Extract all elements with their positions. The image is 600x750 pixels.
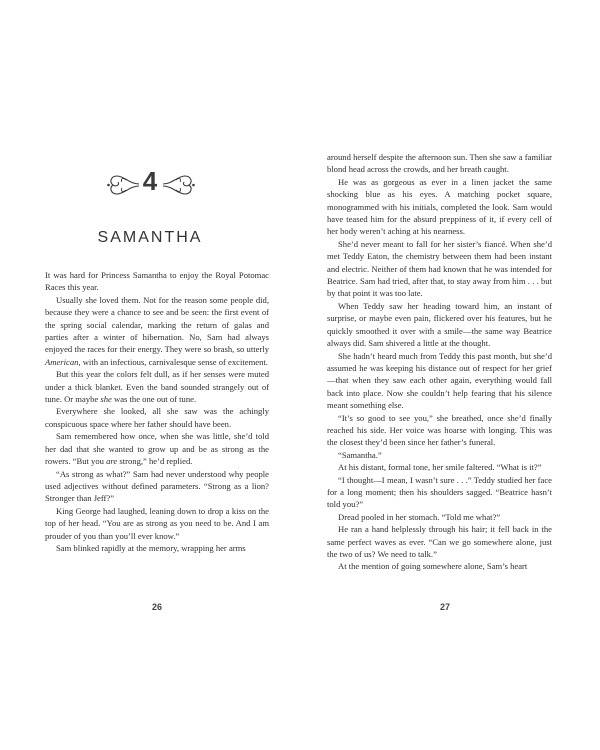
flourish-right-icon [162,170,196,200]
paragraph: “I thought—I mean, I wasn’t sure . . .” Teddy studied her face for a long moment; then his shoulders sagged. “Beatrice hasn’t told you?” [327,474,552,510]
paragraph: Sam remembered how once, when she was little, she’d told her dad that she wanted to grow up and be as strong as the rowers. “But you are strong,” he’d replied. [45,431,269,467]
paragraph: He was as gorgeous as ever in a linen jacket the same shocking blue as his eyes. A matching pocket square, monogrammed with his initials, completed the look. Sam would have teased him for the absurd preppiness of it, if every cell of her body weren’t aching at his nearness. [327,176,552,237]
chapter-number: 4 [142,166,158,196]
page-number: 27 [440,602,451,612]
paragraph: Sam blinked rapidly at the memory, wrapping her arms [56,542,246,553]
paragraph: At the mention of going somewhere alone, Sam’s heart [338,561,528,572]
paragraph: Everywhere she looked, all she saw was the achingly conspicuous space where her father should have been. [45,406,269,429]
chapter-title: SAMANTHA [97,229,203,246]
paragraph: “As strong as what?” Sam had never understood why people used adjectives without defined parameters. “Strong as a lion? Stronger than Jeff?” [45,468,269,504]
right-page-text [327,151,552,573]
paragraph: Dread pooled in her stomach. “Told me what?” [338,511,501,522]
paragraph: “It’s so good to see you,” she breathed, once she’d finally reached his side. Her voice was hoarse with longing. This was the closest they’d been since her father’s funeral. [327,412,552,448]
paragraph: She hadn’t heard much from Teddy this past month, but she’d assumed he was keeping his distance out of respect for her grief—that when they saw each other again, everything would fall back into place. Now she couldn’t help fearing that his silence meant something else. [327,350,552,411]
page-number: 26 [152,602,163,612]
right-page [300,0,600,750]
paragraph: At his distant, formal tone, her smile faltered. “What is it?” [338,462,542,473]
paragraph: around herself despite the afternoon sun. Then she saw a familiar blond head across the crowds, and her breath caught. [327,152,552,175]
paragraph: When Teddy saw her heading toward him, an instant of surprise, or maybe even pain, flickered over his features, but he quickly smoothed it over with a smile—the same way Beatrice always did. Sam shivered a little at the thought. [327,300,552,349]
left-page-text [45,269,269,554]
flourish-left-icon [106,170,140,200]
paragraph: “Samantha.” [338,449,382,460]
paragraph: King George had laughed, leaning down to drop a kiss on the top of her head. “You are as strong as you need to be. And I am prouder of you than you’ll ever know.” [45,505,269,541]
paragraph: Usually she loved them. Not for the reason some people did, because they were a chance to see and be seen: the first event of the spring social calendar, marking the return of galas and parties after a winter of hibernation. No, Sam had always enjoyed the races for their energy. They were so brash, so utterly American, with an infectious, carnivalesque sense of excitement. [45,294,269,367]
paragraph: But this year the colors felt dull, as if her senses were muted under a thick blanket. Even the band sounded strangely out of tune. Or maybe she was the one out of tune. [45,369,269,405]
paragraph: He ran a hand helplessly through his hair; it fell back in the same perfect waves as ever. “Can we go somewhere alone, just the two of us? We need to talk.” [327,524,552,559]
paragraph: She’d never meant to fall for her sister’s fiancé. When she’d met Teddy Eaton, the chemistry between them had been instant and electric. Neither of them had known that he was intended for Beatrice. Sam had tried, after that, to stay away from him . . . but by that point it was too late. [327,238,552,299]
paragraph: It was hard for Princess Samantha to enjoy the Royal Potomac Races this year. [45,270,269,293]
